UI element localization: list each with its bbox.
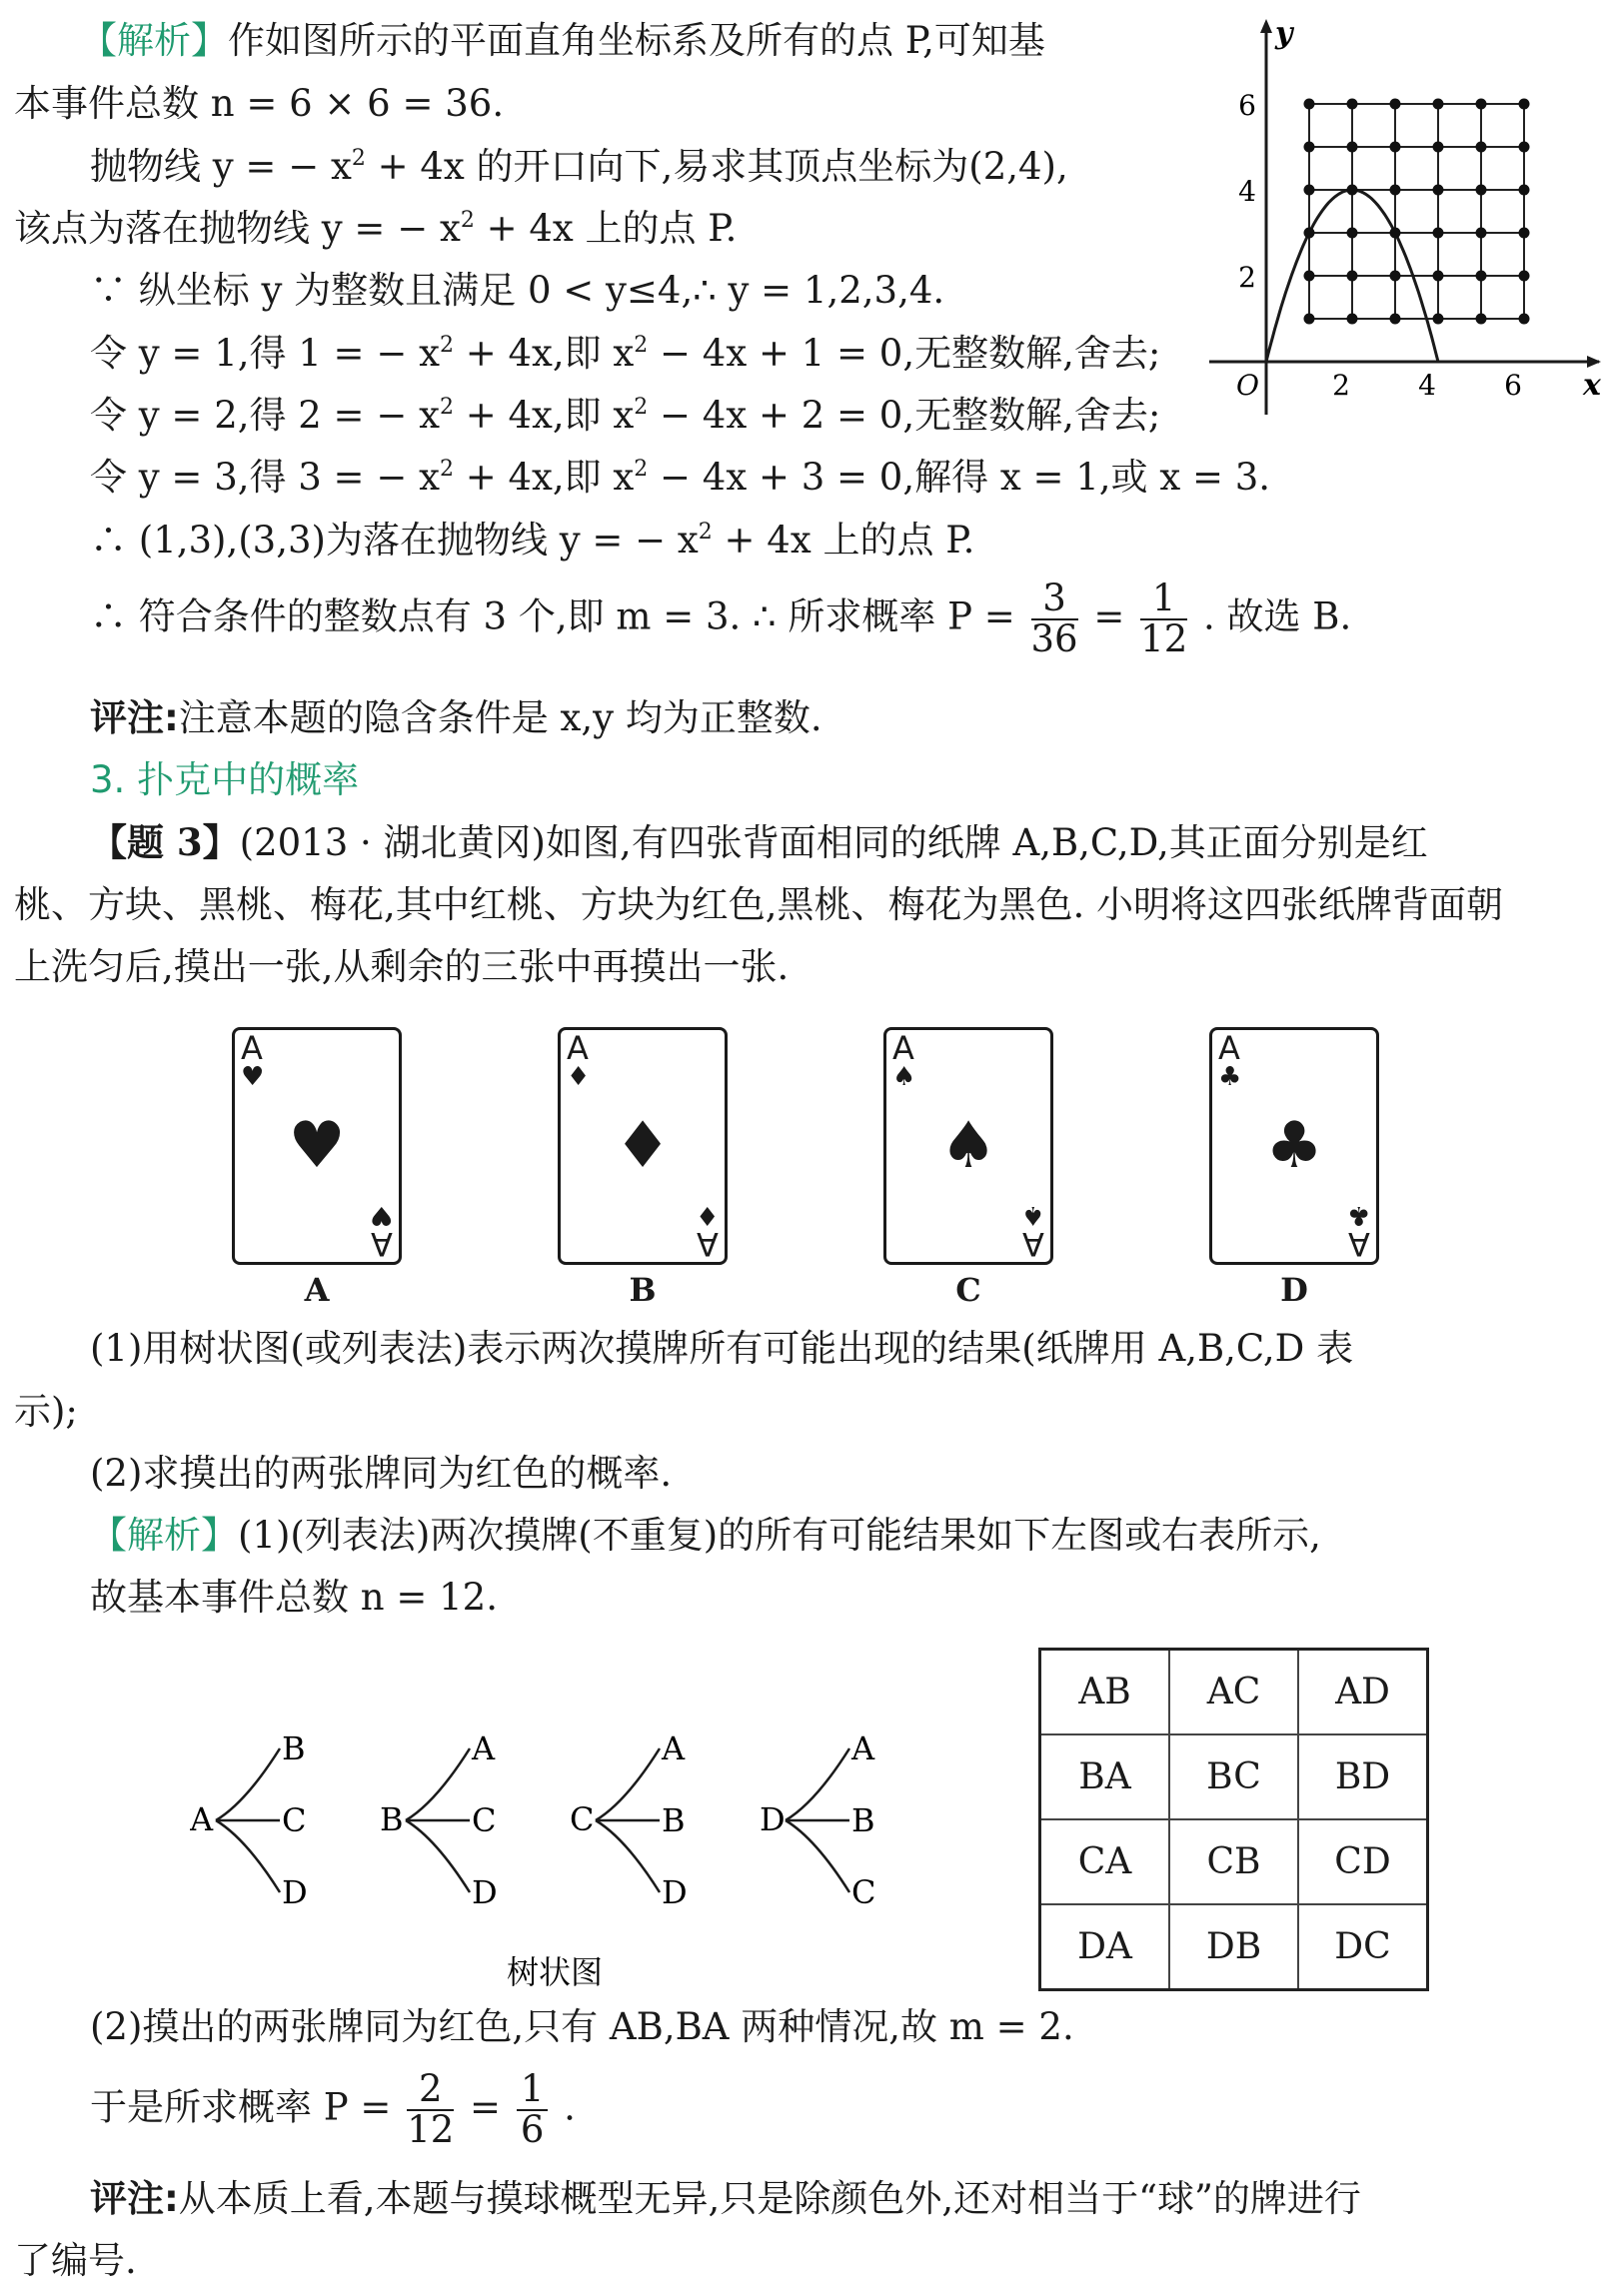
lattice-point xyxy=(1433,142,1444,153)
analysis-tag: 【解析】 xyxy=(80,19,228,62)
table-cell: AC xyxy=(1169,1650,1298,1735)
lattice-point xyxy=(1347,185,1358,196)
tree-branch xyxy=(406,1820,470,1892)
solution1-line5: ∵ 纵坐标 y 为整数且满足 0 < y≤4,∴ y = 1,2,3,4. xyxy=(90,269,945,312)
outcome-table xyxy=(1038,1648,1429,1991)
lattice-point xyxy=(1476,99,1487,110)
lattice-point xyxy=(1476,185,1487,196)
tree-branch xyxy=(406,1748,470,1820)
table-cell: AB xyxy=(1040,1650,1170,1735)
lattice-point xyxy=(1476,142,1487,153)
lattice-point xyxy=(1433,99,1444,110)
card-A xyxy=(232,1027,402,1265)
table-cell: AD xyxy=(1298,1650,1428,1735)
table-cell: CB xyxy=(1169,1819,1298,1904)
card-C xyxy=(883,1027,1053,1265)
x-axis-label: x xyxy=(1583,368,1601,403)
card-D xyxy=(1209,1027,1379,1265)
lattice-point xyxy=(1304,99,1315,110)
lattice-point xyxy=(1390,99,1401,110)
tree-leaf: D xyxy=(662,1873,688,1911)
solution1-line4: 该点为落在抛物线 y = − $x^2 + 4x$ 上的点 P. xyxy=(14,207,738,250)
card-suit-center: ♠ xyxy=(939,1109,997,1183)
solution1-line10: ∴ 符合条件的整数点有 3 个,即 m = 3. ∴ 所求概率 P = $\frac{3}{36}$ = $\frac{1}{12}$ . 故选 B. xyxy=(90,576,1352,660)
table-cell: DB xyxy=(1169,1904,1298,1990)
table-cell: DC xyxy=(1298,1904,1428,1990)
lattice-point xyxy=(1347,314,1358,325)
table-cell: DA xyxy=(1040,1904,1170,1990)
x-tick-4: 4 xyxy=(1418,369,1436,402)
lattice-point xyxy=(1304,228,1315,239)
tree-leaf: B xyxy=(851,1801,875,1839)
tree-root: B xyxy=(380,1800,404,1838)
tree-leaf: D xyxy=(472,1873,498,1911)
question1-line2: 示); xyxy=(14,1390,78,1433)
lattice-point xyxy=(1390,271,1401,282)
y-tick-6: 6 xyxy=(1238,89,1256,122)
lattice-point xyxy=(1347,142,1358,153)
x-axis-arrow xyxy=(1587,356,1601,368)
lattice-point xyxy=(1347,228,1358,239)
tree-leaf: A xyxy=(662,1729,686,1767)
table-row xyxy=(1040,1904,1428,1990)
lattice-point xyxy=(1390,142,1401,153)
table-cell: BC xyxy=(1169,1734,1298,1819)
solution1-line3: 抛物线 y = − $x^2 + 4x$ 的开口向下,易求其顶点坐标为(2,4), xyxy=(90,145,1068,188)
card-suit-bottom: ♣ xyxy=(1346,1200,1370,1230)
lattice-point xyxy=(1304,271,1315,282)
question1-line1: (1)用树状图(或列表法)表示两次摸牌所有可能出现的结果(纸牌用 A,B,C,D 表 xyxy=(90,1327,1354,1370)
lattice-point xyxy=(1519,228,1530,239)
tree-group-D xyxy=(760,1729,875,1911)
card-suit-top: ♠ xyxy=(892,1062,916,1092)
card-suit-center: ♥ xyxy=(288,1109,346,1183)
x-tick-6: 6 xyxy=(1504,369,1522,402)
y-tick-2: 2 xyxy=(1238,261,1256,294)
table-cell: BD xyxy=(1298,1734,1428,1819)
tree-leaf: B xyxy=(662,1801,686,1839)
tree-root: A xyxy=(190,1800,214,1838)
card-rank-bottom: A xyxy=(697,1225,719,1263)
fraction-3-36: $\frac{3}{36}$ xyxy=(1030,576,1078,660)
card-label-C: C xyxy=(955,1271,981,1309)
fraction-1-6: $\frac{1}{6}$ xyxy=(517,2070,549,2150)
card-suit-top: ♦ xyxy=(567,1062,591,1092)
lattice-point xyxy=(1476,228,1487,239)
comment2-line1: 评注:从本质上看,本题与摸球概型无异,只是除颜色外,还对相当于“球”的牌进行 xyxy=(90,2177,1361,2220)
lattice-point xyxy=(1476,271,1487,282)
tree-branch xyxy=(786,1820,849,1892)
tree-diagram xyxy=(190,1709,949,1998)
lattice-point xyxy=(1347,99,1358,110)
table-cell: BA xyxy=(1040,1734,1170,1819)
problem3-line2: 桃、方块、黑桃、梅花,其中红桃、方块为红色,黑桃、梅花为黑色. 小明将这四张纸牌背面朝 xyxy=(14,883,1504,926)
origin-label: O xyxy=(1236,369,1259,402)
tree-leaf: C xyxy=(472,1801,497,1839)
table-row xyxy=(1040,1819,1428,1904)
card-rank-bottom: A xyxy=(1022,1225,1044,1263)
solution1-line6: 令 y = 1,得 1 = − $x^2 + 4x$,即 $x^2 - 4x + 1 = 0$,无整数解,舍去; xyxy=(90,332,1161,375)
x-tick-2: 2 xyxy=(1332,369,1350,402)
lattice-point xyxy=(1304,314,1315,325)
solution1-line2: 本事件总数 n = 6 × 6 = 36. xyxy=(14,82,505,125)
tree-root: D xyxy=(760,1800,786,1838)
card-suit-bottom: ♥ xyxy=(369,1200,393,1230)
coordinate-graph xyxy=(1209,15,1609,435)
tree-branch xyxy=(786,1748,849,1820)
lattice-point xyxy=(1519,314,1530,325)
card-rank-bottom: A xyxy=(371,1225,393,1263)
y-tick-4: 4 xyxy=(1238,175,1256,208)
card-rank-top: A xyxy=(892,1029,914,1067)
question2: (2)求摸出的两张牌同为红色的概率. xyxy=(90,1452,673,1495)
card-rank-top: A xyxy=(567,1029,589,1067)
lattice-point xyxy=(1390,185,1401,196)
tree-branch xyxy=(216,1748,280,1820)
tree-branch xyxy=(596,1748,660,1820)
tree-branch xyxy=(216,1820,280,1892)
tree-leaf: A xyxy=(472,1729,496,1767)
tree-leaf: B xyxy=(282,1729,306,1767)
tree-root: C xyxy=(570,1800,595,1838)
problem3-line3: 上洗匀后,摸出一张,从剩余的三张中再摸出一张. xyxy=(14,945,790,988)
lattice-point xyxy=(1433,228,1444,239)
solution1-line7: 令 y = 2,得 2 = − $x^2 + 4x$,即 $x^2 - 4x + 2 = 0$,无整数解,舍去; xyxy=(90,394,1161,437)
solution3-line4: 于是所求概率 P = $\frac{2}{12}$ = $\frac{1}{6}$ . xyxy=(90,2067,576,2151)
tree-branch xyxy=(596,1820,660,1892)
tree-group-C xyxy=(570,1729,688,1911)
table-row xyxy=(1040,1734,1428,1819)
lattice-point xyxy=(1476,314,1487,325)
card-suit-bottom: ♦ xyxy=(695,1200,719,1230)
tree-leaf: C xyxy=(282,1801,307,1839)
table-cell: CA xyxy=(1040,1819,1170,1904)
card-suit-top: ♣ xyxy=(1218,1062,1242,1092)
tree-leaf: C xyxy=(851,1873,876,1911)
card-suit-center: ♦ xyxy=(614,1109,672,1183)
table-row xyxy=(1040,1650,1428,1735)
lattice-point xyxy=(1304,185,1315,196)
solution3-line3: (2)摸出的两张牌同为红色,只有 AB,BA 两种情况,故 m = 2. xyxy=(90,2005,1074,2048)
solution1-line9: ∴ (1,3),(3,3)为落在抛物线 y = − $x^2 + 4x$ 上的点 P. xyxy=(90,519,975,562)
solution1-line8: 令 y = 3,得 3 = − $x^2 + 4x$,即 $x^2 - 4x + 3 = 0$,解得 x = 1,或 x = 3. xyxy=(90,456,1271,499)
tree-group-A xyxy=(190,1729,308,1911)
card-suit-top: ♥ xyxy=(241,1062,265,1092)
lattice-point xyxy=(1519,185,1530,196)
card-label-D: D xyxy=(1280,1271,1308,1309)
lattice-point xyxy=(1433,314,1444,325)
card-B xyxy=(558,1027,728,1265)
solution1-line1: 【解析】作如图所示的平面直角坐标系及所有的点 P,可知基 xyxy=(80,19,1045,62)
table-cell: CD xyxy=(1298,1819,1428,1904)
lattice-point xyxy=(1304,142,1315,153)
y-axis-arrow xyxy=(1260,19,1272,33)
lattice-point xyxy=(1347,271,1358,282)
card-label-B: B xyxy=(629,1271,657,1309)
tree-group-B xyxy=(380,1729,498,1911)
solution3-line2: 故基本事件总数 n = 12. xyxy=(90,1576,498,1619)
fraction-2-12: $\frac{2}{12}$ xyxy=(407,2067,455,2151)
lattice-point xyxy=(1390,228,1401,239)
card-suit-bottom: ♠ xyxy=(1020,1200,1044,1230)
card-rank-bottom: A xyxy=(1348,1225,1370,1263)
solution3-line1: 【解析】(1)(列表法)两次摸牌(不重复)的所有可能结果如下左图或右表所示, xyxy=(90,1514,1321,1557)
tree-leaf: D xyxy=(282,1873,308,1911)
tree-caption: 树状图 xyxy=(506,1953,604,1991)
card-rank-top: A xyxy=(241,1029,263,1067)
lattice-point xyxy=(1433,185,1444,196)
lattice-point xyxy=(1519,271,1530,282)
lattice-point xyxy=(1519,142,1530,153)
lattice-point xyxy=(1519,99,1530,110)
card-label-A: A xyxy=(304,1271,330,1309)
lattice-point xyxy=(1433,271,1444,282)
comment2-line2: 了编号. xyxy=(14,2239,137,2282)
tree-leaf: A xyxy=(851,1729,875,1767)
section3-title: 3. 扑克中的概率 xyxy=(90,758,360,801)
fraction-1-12: $\frac{1}{12}$ xyxy=(1140,576,1188,660)
y-axis-label: y xyxy=(1275,16,1293,51)
card-rank-top: A xyxy=(1218,1029,1240,1067)
problem3-line1: 【题 3】(2013 · 湖北黄冈)如图,有四张背面相同的纸牌 A,B,C,D,其正面分别是红 xyxy=(90,820,1428,864)
card-suit-center: ♣ xyxy=(1265,1109,1323,1183)
comment1: 评注:注意本题的隐含条件是 x,y 均为正整数. xyxy=(90,696,822,739)
lattice-point xyxy=(1390,314,1401,325)
